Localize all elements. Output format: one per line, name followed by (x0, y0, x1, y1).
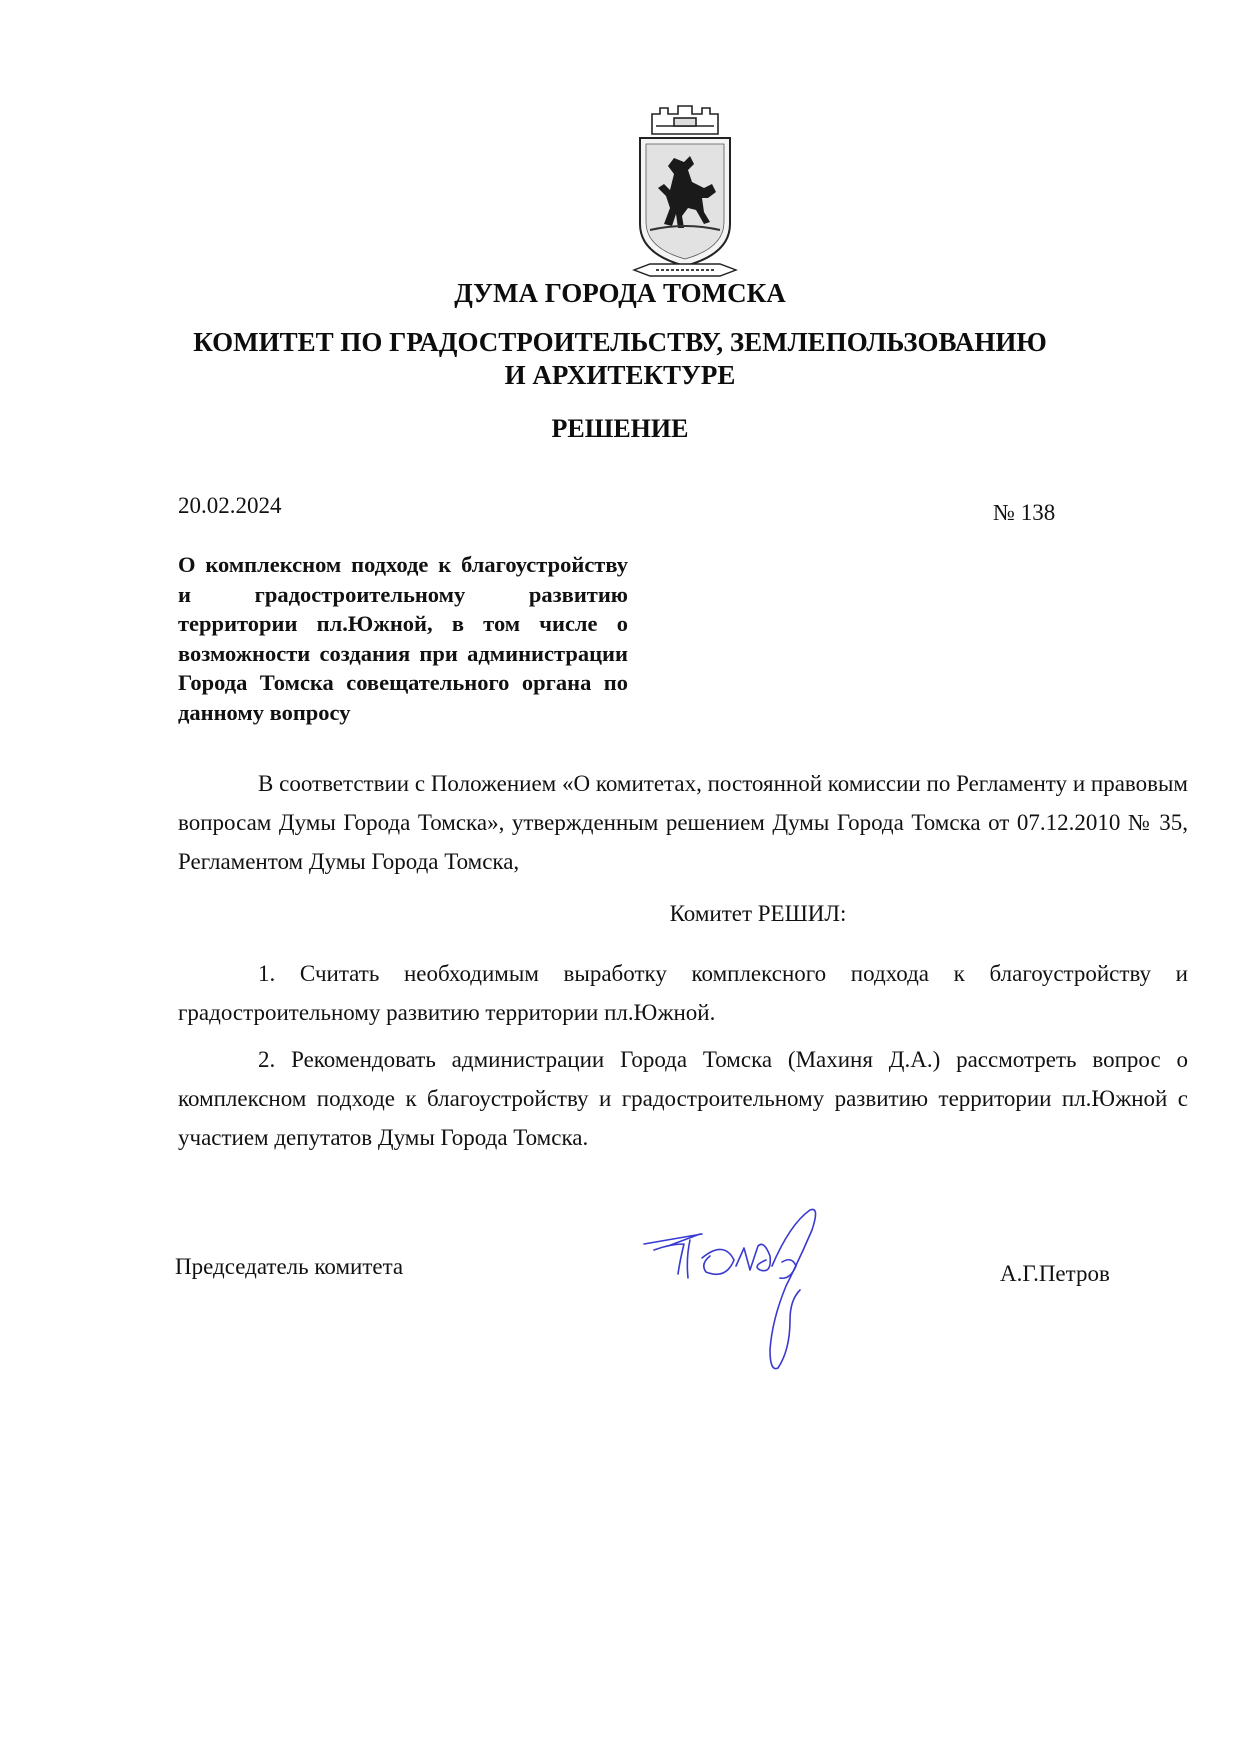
resolution-item-2: 2. Рекомендовать администрации Города Томска (Махиня Д.А.) рассмотреть вопрос о комплексном подходе к благоустройству и градостроительному развитию территории пл.Южной с участием депутатов Думы Города Томска. (178, 1047, 1188, 1150)
resolution-item-1: 1. Считать необходимым выработку комплексного подхода к благоустройству и градостроительному развитию территории пл.Южной. (178, 961, 1188, 1025)
coat-of-arms-icon (630, 104, 740, 280)
document-subject: О комплексном подходе к благоустройству и градостроительному развитию территории пл.Южной, в том числе о возможности создания при администрации Города Томска совещательного органа по данному вопросу (178, 552, 628, 725)
document-type: РЕШЕНИЕ (551, 414, 689, 443)
document-number: № 138 (993, 500, 1056, 525)
committee-title (0, 326, 1240, 392)
org-title: ДУМА ГОРОДА ТОМСКА (454, 278, 786, 308)
committee-title-line2: И АРХИТЕКТУРЕ (504, 360, 736, 390)
committee-title-line1: КОМИТЕТ ПО ГРАДОСТРОИТЕЛЬСТВУ, ЗЕМЛЕПОЛЬЗОВАНИЮ (193, 327, 1047, 357)
signatory-title: Председатель комитета (175, 1254, 404, 1279)
signatory-name: А.Г.Петров (1000, 1261, 1110, 1286)
resolve-heading: Комитет РЕШИЛ: (669, 901, 847, 926)
handwritten-signature (640, 1200, 870, 1380)
document-date: 20.02.2024 (178, 493, 282, 518)
intro-paragraph: В соответствии с Положением «О комитетах, постоянной комиссии по Регламенту и правовым вопросам Думы Города Томска», утвержденным решением Думы Города Томска от 07.12.2010 № 35, Регламентом Думы Города Томска, (178, 771, 1188, 874)
